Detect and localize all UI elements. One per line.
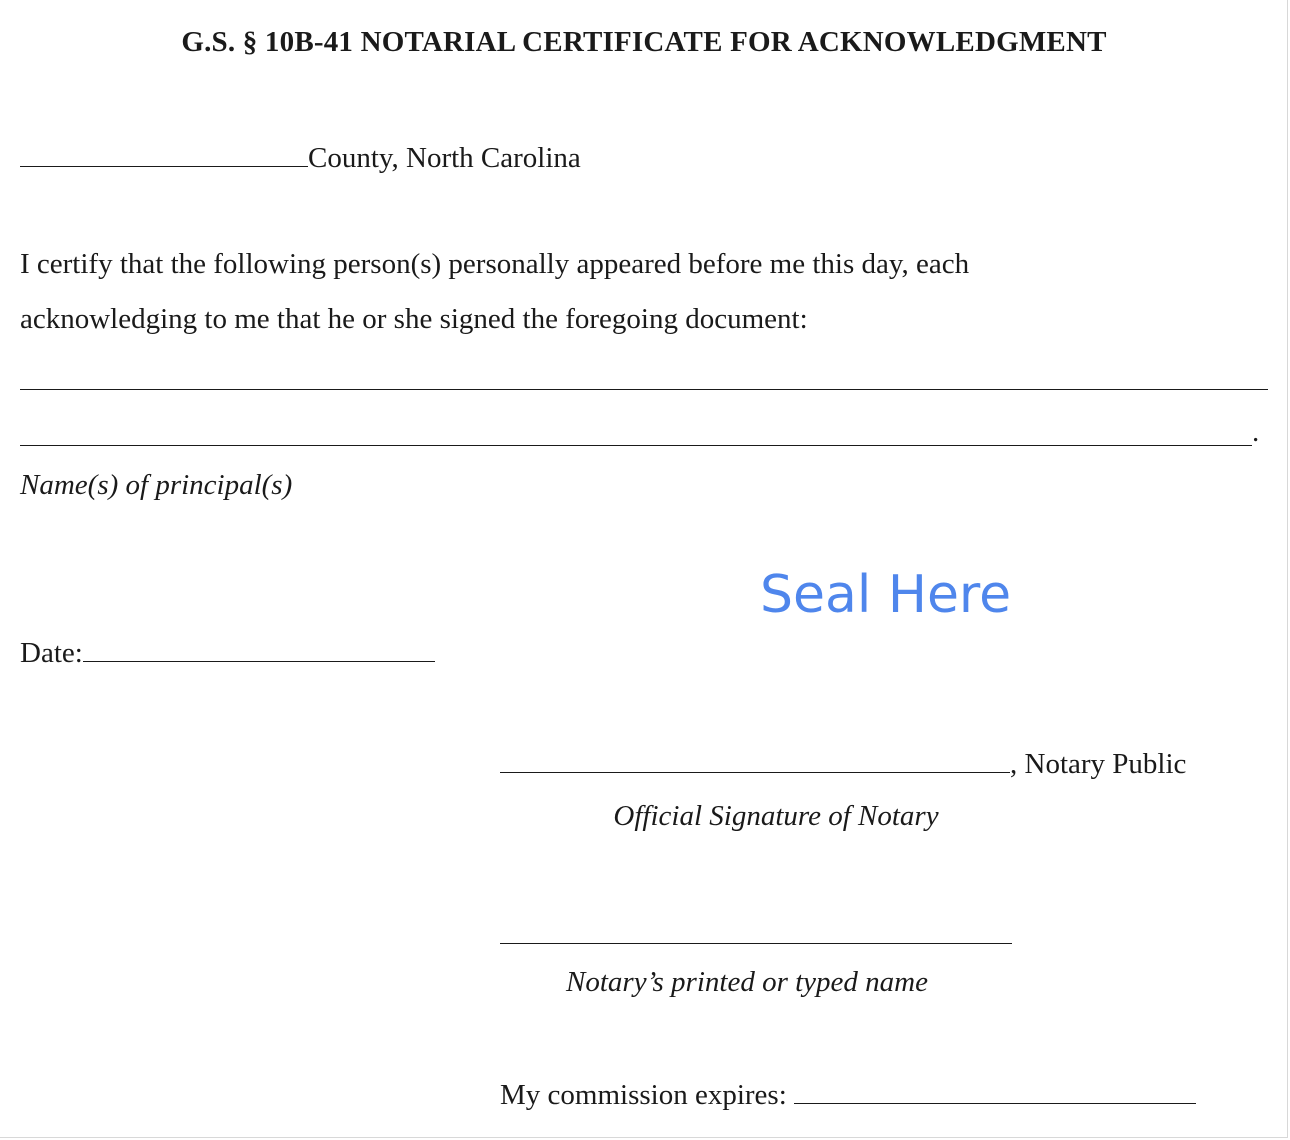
principal-period: . bbox=[1252, 416, 1260, 448]
county-label: County, North Carolina bbox=[308, 142, 581, 174]
date-row bbox=[20, 633, 435, 670]
date-label: Date: bbox=[20, 637, 83, 669]
county-row bbox=[20, 138, 581, 175]
date-blank-line[interactable] bbox=[83, 633, 435, 662]
certify-statement-line-1: I certify that the following person(s) personally appeared before me this day, each bbox=[20, 248, 970, 280]
commission-row bbox=[500, 1075, 1196, 1112]
principal-label: Name(s) of principal(s) bbox=[20, 469, 293, 501]
county-blank-line[interactable] bbox=[20, 138, 308, 167]
certify-statement-line-2: acknowledging to me that he or she signed the foregoing document: bbox=[20, 303, 808, 335]
notary-public-label: , Notary Public bbox=[1010, 748, 1187, 780]
commission-label: My commission expires: bbox=[500, 1079, 795, 1111]
notary-signature-row bbox=[500, 744, 1186, 781]
principal-name-line-2[interactable] bbox=[20, 445, 1252, 446]
printed-name-label: Notary’s printed or typed name bbox=[566, 966, 928, 998]
notary-signature-blank-line[interactable] bbox=[500, 744, 1010, 773]
commission-expires-blank-line[interactable] bbox=[794, 1075, 1196, 1104]
document-title: G.S. § 10B-41 NOTARIAL CERTIFICATE FOR ACKNOWLEDGMENT bbox=[181, 26, 1107, 58]
seal-here-placeholder[interactable]: Seal Here bbox=[760, 565, 1012, 625]
official-signature-label: Official Signature of Notary bbox=[613, 800, 939, 832]
notary-printed-name-line[interactable] bbox=[500, 943, 1012, 944]
principal-name-line-1[interactable] bbox=[20, 389, 1268, 390]
